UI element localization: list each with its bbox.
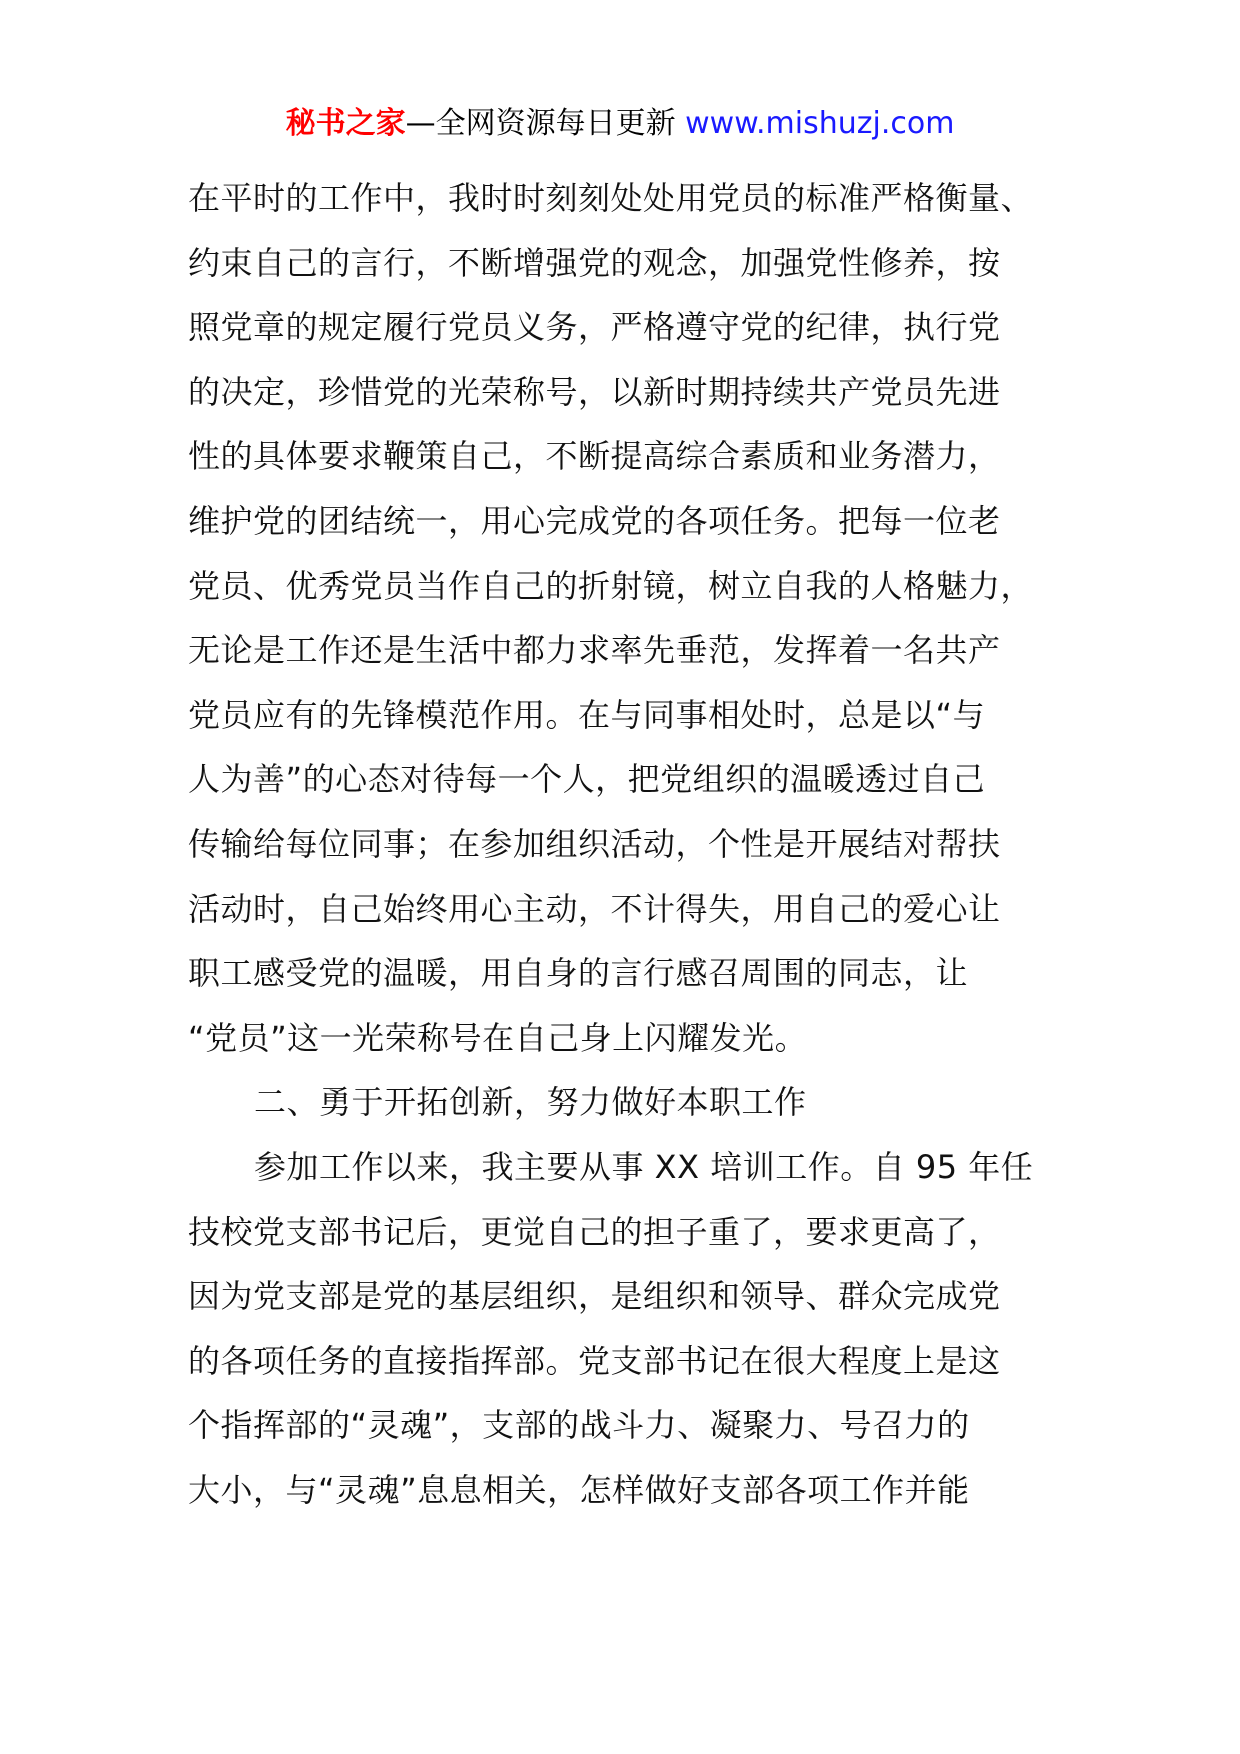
- text-line: 在平时的工作中，我时时刻刻处处用党员的标准严格衡量、: [188, 179, 1034, 217]
- text-line: 技校党支部书记后，更觉自己的担子重了，要求更高了，: [188, 1212, 1001, 1251]
- text-line: 党员、优秀党员当作自己的折射镜，树立自我的人格魅力，: [188, 566, 1034, 605]
- text-line: 人为善”的心态对待每一个人，把党组织的温暖透过自己: [188, 760, 986, 799]
- text-line: 维护党的团结统一，用心完成党的各项任务。把每一位老: [188, 501, 1001, 540]
- site-url-link[interactable]: www.mishuzj.com: [685, 106, 955, 141]
- text-line: 党员应有的先锋模范作用。在与同事相处时，总是以“与: [188, 695, 986, 734]
- text-line: 照党章的规定履行党员义务，严格遵守党的纪律，执行党: [188, 308, 1001, 347]
- section-heading: 二、勇于开拓创新，努力做好本职工作: [254, 1083, 807, 1122]
- text-line: 约束自己的言行，不断增强党的观念，加强党性修养，按: [188, 243, 1001, 282]
- text-line: 的各项任务的直接指挥部。党支部书记在很大程度上是这: [188, 1341, 1001, 1380]
- header-tagline: —全网资源每日更新: [405, 106, 676, 141]
- text-line: 职工感受党的温暖，用自身的言行感召周围的同志，让: [188, 954, 969, 993]
- text-line: 因为党支部是党的基层组织，是组织和领导、群众完成党: [188, 1277, 1001, 1316]
- text-line: 活动时，自己始终用心主动，不计得失，用自己的爱心让: [188, 889, 1001, 928]
- text-line: 大小，与“灵魂”息息相关，怎样做好支部各项工作并能: [188, 1470, 970, 1509]
- text-line: 的决定，珍惜党的光荣称号，以新时期持续共产党员先进: [188, 372, 1001, 411]
- brand-name: 秘书之家: [285, 106, 406, 141]
- text-line: 无论是工作还是生活中都力求率先垂范，发挥着一名共产: [188, 631, 1001, 670]
- text-line: 参加工作以来，我主要从事 XX 培训工作。自 95 年任: [254, 1147, 1034, 1186]
- site-header: [0, 102, 1240, 146]
- text-line: “党员”这一光荣称号在自己身上闪耀发光。: [188, 1018, 808, 1057]
- document-body: [188, 166, 1068, 1522]
- text-line: 性的具体要求鞭策自己，不断提高综合素质和业务潜力，: [188, 437, 1001, 476]
- text-line: 个指挥部的“灵魂”，支部的战斗力、凝聚力、号召力的: [188, 1406, 970, 1445]
- text-line: 传输给每位同事；在参加组织活动，个性是开展结对帮扶: [188, 824, 1001, 863]
